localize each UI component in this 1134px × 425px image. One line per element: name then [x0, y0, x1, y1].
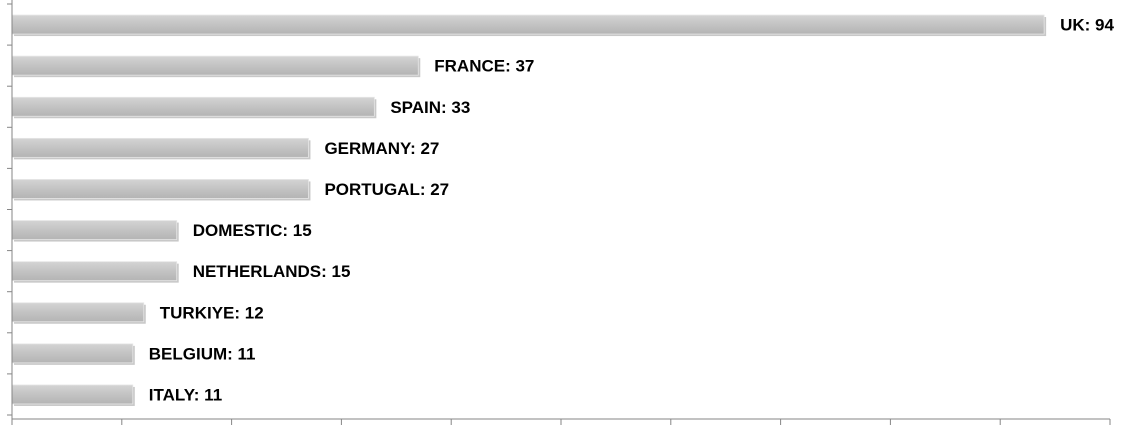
- data-label-domestic: DOMESTIC: 15: [192, 221, 312, 241]
- bar-spain: [12, 97, 374, 116]
- bar-italy: [12, 385, 133, 404]
- data-label-italy: ITALY: 11: [148, 385, 223, 405]
- bar-domestic: [12, 221, 177, 240]
- bar-uk: [12, 15, 1044, 34]
- data-label-germany: GERMANY: 27: [324, 138, 440, 158]
- bar-netherlands: [12, 262, 177, 281]
- bar-belgium: [12, 344, 133, 363]
- data-label-spain: SPAIN: 33: [390, 97, 471, 117]
- bar-france: [12, 56, 418, 75]
- data-label-france: FRANCE: 37: [434, 56, 535, 76]
- data-label-belgium: BELGIUM: 11: [148, 344, 256, 364]
- bar-portugal: [12, 179, 308, 198]
- bar-turkiye: [12, 303, 144, 322]
- data-label-netherlands: NETHERLANDS: 15: [192, 262, 351, 282]
- data-label-turkiye: TURKIYE: 12: [159, 303, 264, 323]
- data-label-uk: UK: 94: [1060, 15, 1114, 35]
- data-label-portugal: PORTUGAL: 27: [324, 179, 450, 199]
- bar-germany: [12, 138, 308, 157]
